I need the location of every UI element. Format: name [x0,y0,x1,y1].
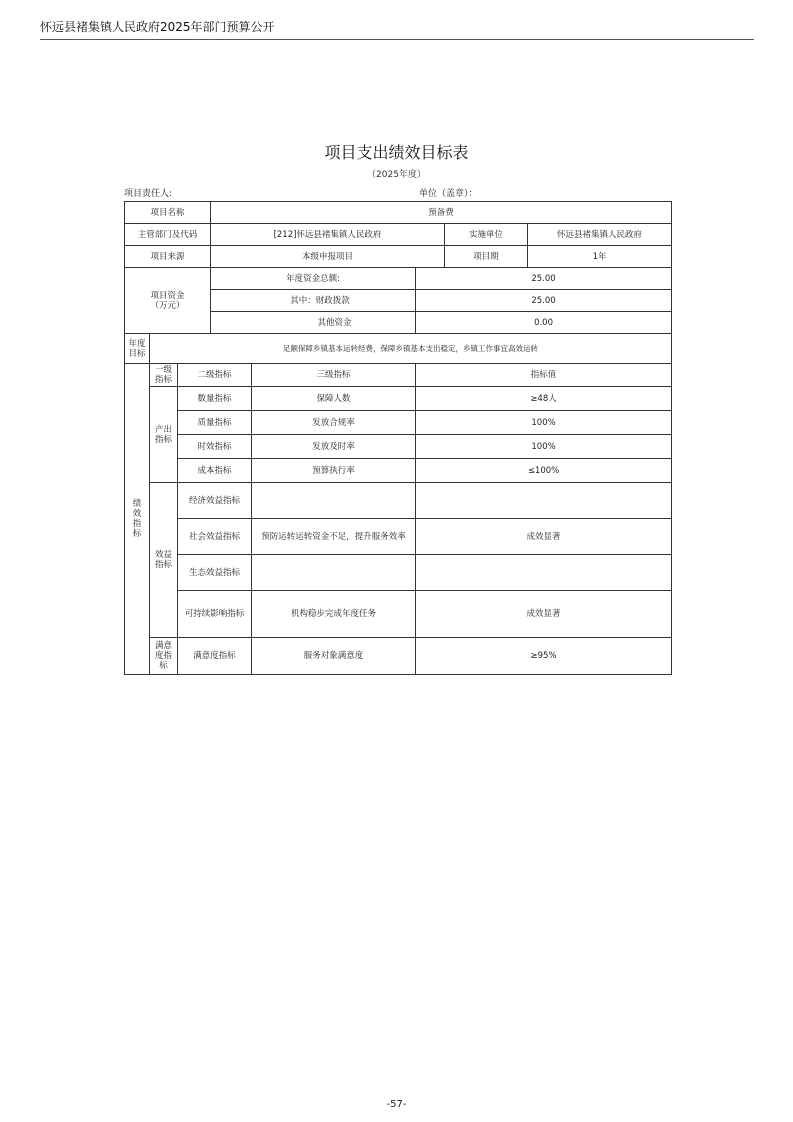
benefit-label-line2: 指标 [154,560,172,570]
value-cell: 100% [416,435,672,459]
table-row [125,387,672,411]
total-funds-value: 25.00 [416,268,672,290]
level2-cell: 质量指标 [178,411,252,435]
level3-cell: 机构稳步完成年度任务 [252,591,416,638]
level2-cell: 社会效益指标 [178,519,252,555]
performance-table [124,201,672,675]
table-row [125,459,672,483]
value-cell [416,555,672,591]
level3-header: 三级指标 [252,364,416,387]
annual-goal-label [125,334,150,364]
dept-value: [212]怀远县褚集镇人民政府 [211,224,445,246]
benefit-label-line1: 效益 [154,550,172,560]
satisfaction-label-line: 标 [159,661,168,671]
table-row [125,555,672,591]
other-funds-value: 0.00 [416,312,672,334]
fiscal-funds-label: 其中：财政拨款 [211,290,416,312]
page-header-title: 怀远县褚集镇人民政府2025年部门预算公开 [40,20,275,34]
fiscal-funds-value: 25.00 [416,290,672,312]
level2-cell: 时效指标 [178,435,252,459]
satisfaction-indicator-label [150,638,178,675]
level3-cell: 保障人数 [252,387,416,411]
level3-cell: 预算执行率 [252,459,416,483]
perf-label-char: 标 [132,529,142,539]
total-funds-label: 年度资金总额: [211,268,416,290]
perf-label-char: 绩 [132,499,142,509]
value-cell [416,483,672,519]
period-value: 1年 [528,246,672,268]
level1-header-line2: 指标 [154,375,172,385]
table-row [125,246,672,268]
perf-label-char: 指 [132,519,142,529]
output-label-line2: 指标 [154,434,172,445]
level2-cell: 数量指标 [178,387,252,411]
level2-header: 二级指标 [178,364,252,387]
annual-goal-label-line2: 目标 [128,348,146,359]
level3-cell: 发放合规率 [252,411,416,435]
table-row [125,224,672,246]
value-cell: 100% [416,411,672,435]
level2-cell: 经济效益指标 [178,483,252,519]
doc-year: （2025年度） [367,170,426,180]
table-row [125,519,672,555]
annual-goal-text: 足额保障乡镇基本运转经费，保障乡镇基本支出稳定，乡镇工作事宜高效运转 [150,334,672,364]
other-funds-label: 其他资金 [211,312,416,334]
level2-cell: 满意度指标 [178,638,252,675]
dept-label: 主管部门及代码 [125,224,211,246]
table-row [125,483,672,519]
period-label: 项目期 [445,246,528,268]
table-row [125,334,672,364]
annual-goal-label-line1: 年度 [128,338,146,349]
doc-title: 项目支出绩效目标表 [324,143,469,162]
performance-indicator-label [125,364,150,675]
output-indicator-label [150,387,178,483]
project-name-label: 项目名称 [125,202,211,224]
output-label-line1: 产出 [154,424,172,435]
project-name-value: 预备费 [211,202,672,224]
level1-header [150,364,178,387]
table-row [125,591,672,638]
responsible-label: 项目责任人: [124,189,173,199]
funds-label-line1: 项目资金 [150,290,185,301]
satisfaction-label-line: 度指 [154,651,172,661]
impl-unit-label: 实施单位 [445,224,528,246]
table-row [125,202,672,224]
table-row [125,638,672,675]
level2-cell: 生态效益指标 [178,555,252,591]
level3-cell [252,483,416,519]
unit-label: 单位（盖章）： [419,189,478,199]
funds-label [125,268,211,334]
value-cell: 成效显著 [416,519,672,555]
table-row [125,411,672,435]
table-row [125,268,672,290]
source-label: 项目来源 [125,246,211,268]
level2-cell: 成本指标 [178,459,252,483]
value-cell: ≥48人 [416,387,672,411]
satisfaction-label-line: 满意 [154,641,172,651]
funds-label-line2: （万元） [150,300,185,311]
source-value: 本级申报项目 [211,246,445,268]
level2-cell: 可持续影响指标 [178,591,252,638]
value-cell: ≥95% [416,638,672,675]
impl-unit-value: 怀远县褚集镇人民政府 [528,224,672,246]
benefit-indicator-label [150,483,178,638]
page-number: -57- [386,1099,407,1110]
table-row [125,364,672,387]
level3-cell: 预防运转运转资金不足，提升服务效率 [252,519,416,555]
level3-cell: 服务对象满意度 [252,638,416,675]
table-row [125,435,672,459]
value-cell: 成效显著 [416,591,672,638]
level3-cell: 发放及时率 [252,435,416,459]
value-header: 指标值 [416,364,672,387]
level3-cell [252,555,416,591]
header-divider [40,39,754,40]
value-cell: ≤100% [416,459,672,483]
perf-label-char: 效 [132,509,142,519]
level1-header-line1: 一级 [154,365,172,375]
